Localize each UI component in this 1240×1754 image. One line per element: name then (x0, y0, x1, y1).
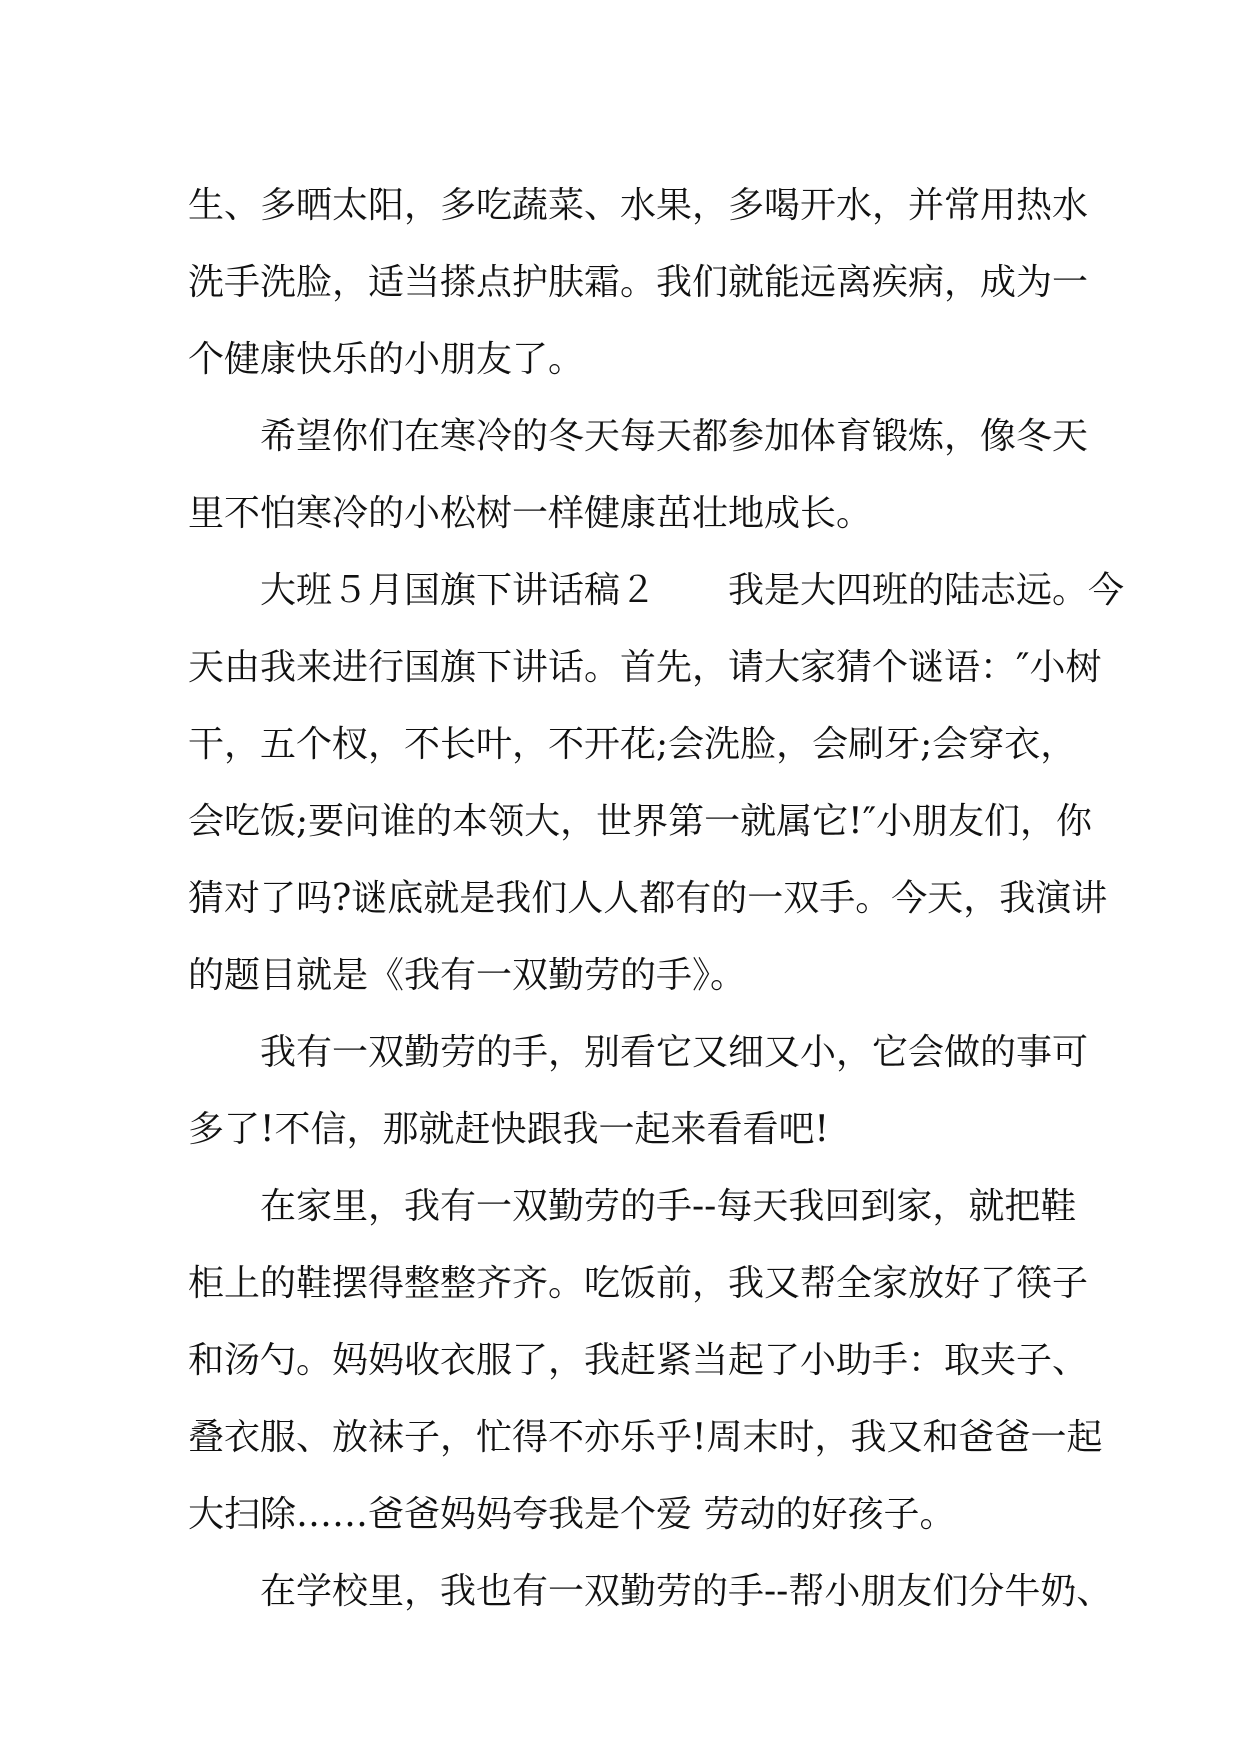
text-line: 猜对了吗?谜底就是我们人人都有的一双手。今天，我演讲 (188, 878, 1108, 919)
text-line: 多了!不信，那就赶快跟我一起来看看吧! (188, 1109, 829, 1150)
paragraph-5 (188, 1168, 1103, 1553)
text-line: 个健康快乐的小朋友了。 (188, 339, 585, 380)
text-line: 天由我来进行国旗下讲话。首先，请大家猜个谜语：″小树 (188, 647, 1102, 688)
text-line: 在家里，我有一双勤劳的手--每天我回到家，就把鞋 (260, 1186, 1077, 1227)
text-line: 生、多晒太阳，多吃蔬菜、水果，多喝开水，并常用热水 (188, 185, 1089, 226)
text-line: 在学校里，我也有一双勤劳的手--帮小朋友们分牛奶、 (260, 1571, 1113, 1612)
text-line: 的题目就是《我有一双勤劳的手》。 (188, 955, 747, 996)
paragraph-2 (188, 398, 1089, 552)
document-body (188, 167, 1125, 1630)
text-line: 柜上的鞋摆得整整齐齐。吃饭前，我又帮全家放好了筷子 (188, 1263, 1089, 1304)
text-line: 会吃饭;要问谁的本领大，世界第一就属它!″小朋友们，你 (188, 801, 1093, 842)
text-line: 大扫除……爸爸妈妈夸我是个爱 劳动的好孩子。 (188, 1494, 956, 1535)
text-line: 我有一双勤劳的手，别看它又细又小，它会做的事可 (260, 1032, 1089, 1073)
text-line: 干，五个杈，不长叶，不开花;会洗脸，会刷牙;会穿衣， (188, 724, 1077, 765)
paragraph-3 (188, 552, 1125, 1014)
paragraph-6 (188, 1553, 1113, 1630)
text-line: 和汤勺。妈妈收衣服了，我赶紧当起了小助手：取夹子、 (188, 1340, 1089, 1381)
text-line: 洗手洗脸，适当搽点护肤霜。我们就能远离疾病，成为一 (188, 262, 1089, 303)
paragraph-4 (188, 1014, 1089, 1168)
text-line: 里不怕寒冷的小松树一样健康茁壮地成长。 (188, 493, 873, 534)
text-line: 大班５月国旗下讲话稿２ 我是大四班的陆志远。今 (260, 570, 1125, 611)
paragraph-1 (188, 167, 1089, 398)
text-line: 叠衣服、放袜子，忙得不亦乐乎!周末时，我又和爸爸一起 (188, 1417, 1103, 1458)
text-line: 希望你们在寒冷的冬天每天都参加体育锻炼，像冬天 (260, 416, 1089, 457)
